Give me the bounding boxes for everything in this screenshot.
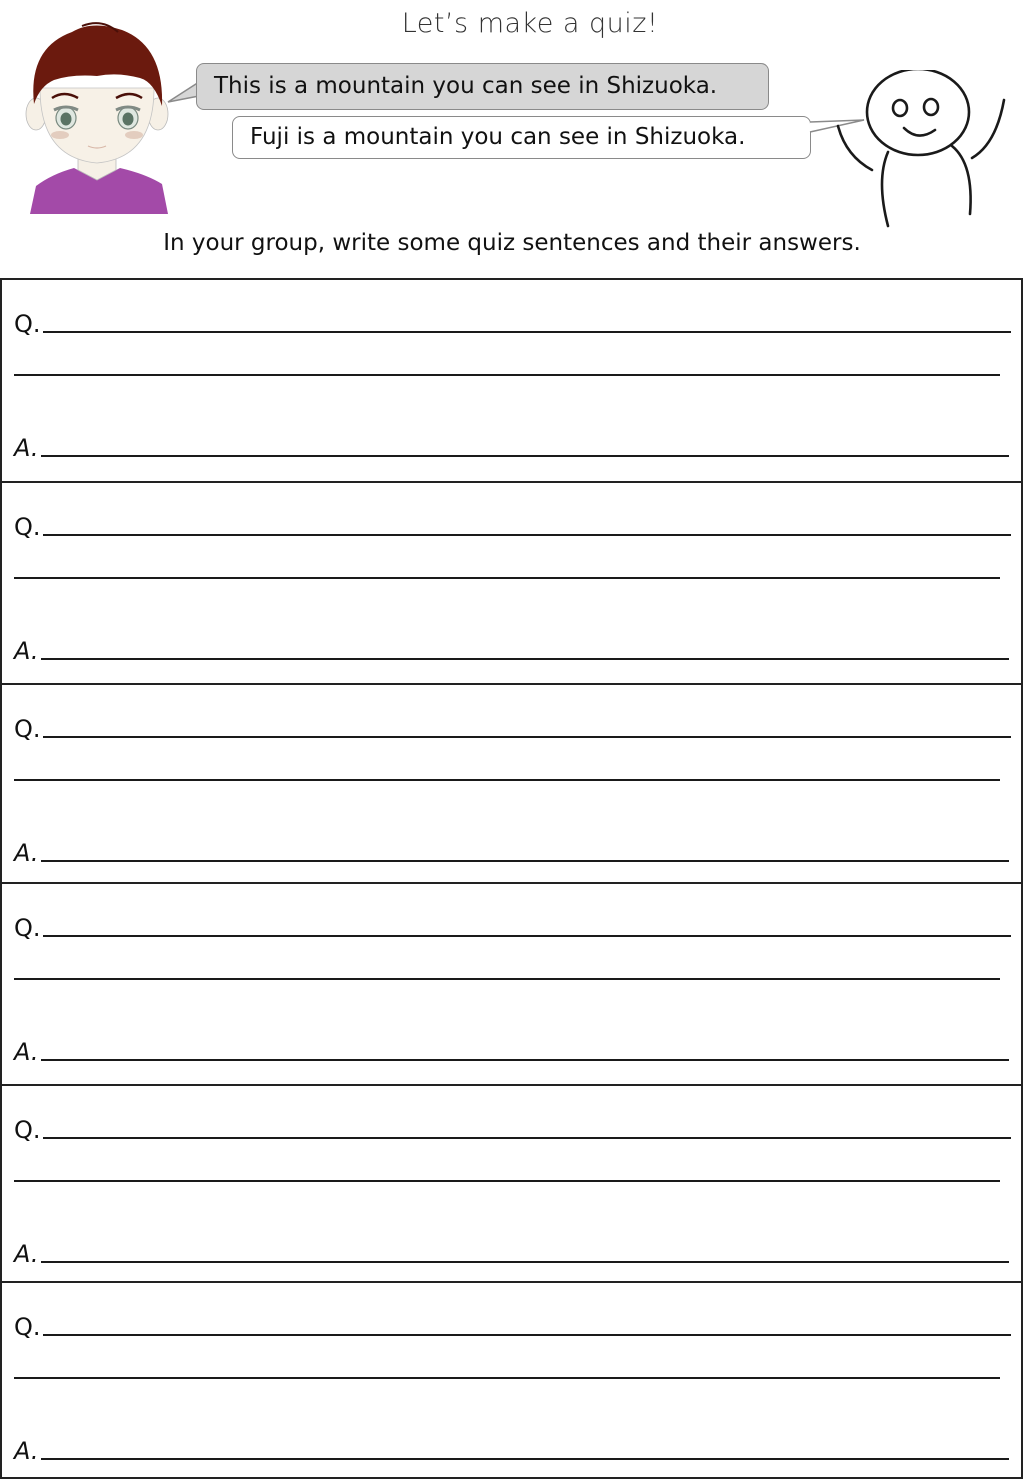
question-write-line[interactable]	[43, 736, 1011, 738]
continuation-write-line[interactable]	[14, 978, 1000, 980]
answer-label: A.	[14, 434, 39, 462]
question-label: Q.	[14, 1116, 41, 1144]
continuation-write-line[interactable]	[14, 1180, 1000, 1182]
continuation-row	[14, 1180, 1000, 1185]
continuation-row	[14, 1377, 1000, 1382]
continuation-row	[14, 978, 1000, 983]
question-write-line[interactable]	[43, 1334, 1011, 1336]
answer-label: A.	[14, 839, 39, 867]
boy-speech-text: This is a mountain you can see in Shizuoka.	[214, 73, 718, 99]
question-row	[14, 1118, 1011, 1142]
question-label: Q.	[14, 715, 41, 743]
stick-figure-right-arm	[972, 100, 1004, 158]
stick-figure-right-eye	[924, 99, 938, 115]
answer-row	[14, 1040, 1009, 1064]
continuation-row	[14, 779, 1000, 784]
stick-figure-smile	[904, 128, 935, 136]
question-write-line[interactable]	[43, 935, 1011, 937]
boy-character-illustration	[22, 18, 172, 214]
stick-figure-left-leg	[882, 152, 888, 226]
question-row	[14, 312, 1011, 336]
question-row	[14, 916, 1011, 940]
instruction-text: In your group, write some quiz sentences and their answers.	[163, 230, 861, 256]
answer-row	[14, 1242, 1009, 1266]
answer-row	[14, 436, 1009, 460]
answer-write-line[interactable]	[41, 455, 1009, 457]
boy-bubble-tail	[166, 80, 200, 106]
stick-figure-left-arm	[838, 126, 872, 170]
smiling-stick-figure	[832, 70, 1012, 230]
question-write-line[interactable]	[43, 1137, 1011, 1139]
answer-write-line[interactable]	[41, 1261, 1009, 1263]
answer-write-line[interactable]	[41, 1458, 1009, 1460]
question-label: Q.	[14, 513, 41, 541]
answer-row	[14, 1439, 1009, 1463]
continuation-write-line[interactable]	[14, 779, 1000, 781]
answer-row	[14, 841, 1009, 865]
boy-speech-bubble	[196, 63, 769, 110]
answer-write-line[interactable]	[41, 1059, 1009, 1061]
question-label: Q.	[14, 1313, 41, 1341]
page-title: Let’s make a quiz!	[401, 8, 659, 39]
answer-label: A.	[14, 637, 39, 665]
stick-figure-head	[867, 70, 969, 155]
question-row	[14, 1315, 1011, 1339]
quiz-box	[0, 278, 1023, 481]
quiz-box	[0, 683, 1023, 882]
answer-label: A.	[14, 1038, 39, 1066]
answer-row	[14, 639, 1009, 663]
continuation-write-line[interactable]	[14, 374, 1000, 376]
stick-figure-left-eye	[893, 100, 907, 116]
question-row	[14, 717, 1011, 741]
stick-figure-right-leg	[952, 146, 971, 214]
quiz-box	[0, 882, 1023, 1084]
question-label: Q.	[14, 310, 41, 338]
answer-write-line[interactable]	[41, 860, 1009, 862]
question-label: Q.	[14, 914, 41, 942]
answer-label: A.	[14, 1437, 39, 1465]
continuation-write-line[interactable]	[14, 577, 1000, 579]
continuation-write-line[interactable]	[14, 1377, 1000, 1379]
answer-label: A.	[14, 1240, 39, 1268]
stick-figure-speech-text: Fuji is a mountain you can see in Shizuoka.	[250, 124, 746, 150]
quiz-grid	[0, 278, 1023, 1479]
answer-write-line[interactable]	[41, 658, 1009, 660]
quiz-box	[0, 481, 1023, 683]
question-row	[14, 515, 1011, 539]
quiz-box	[0, 1281, 1023, 1479]
continuation-row	[14, 374, 1000, 379]
continuation-row	[14, 577, 1000, 582]
stick-figure-speech-bubble	[232, 116, 811, 159]
quiz-box	[0, 1084, 1023, 1281]
question-write-line[interactable]	[43, 331, 1011, 333]
question-write-line[interactable]	[43, 534, 1011, 536]
